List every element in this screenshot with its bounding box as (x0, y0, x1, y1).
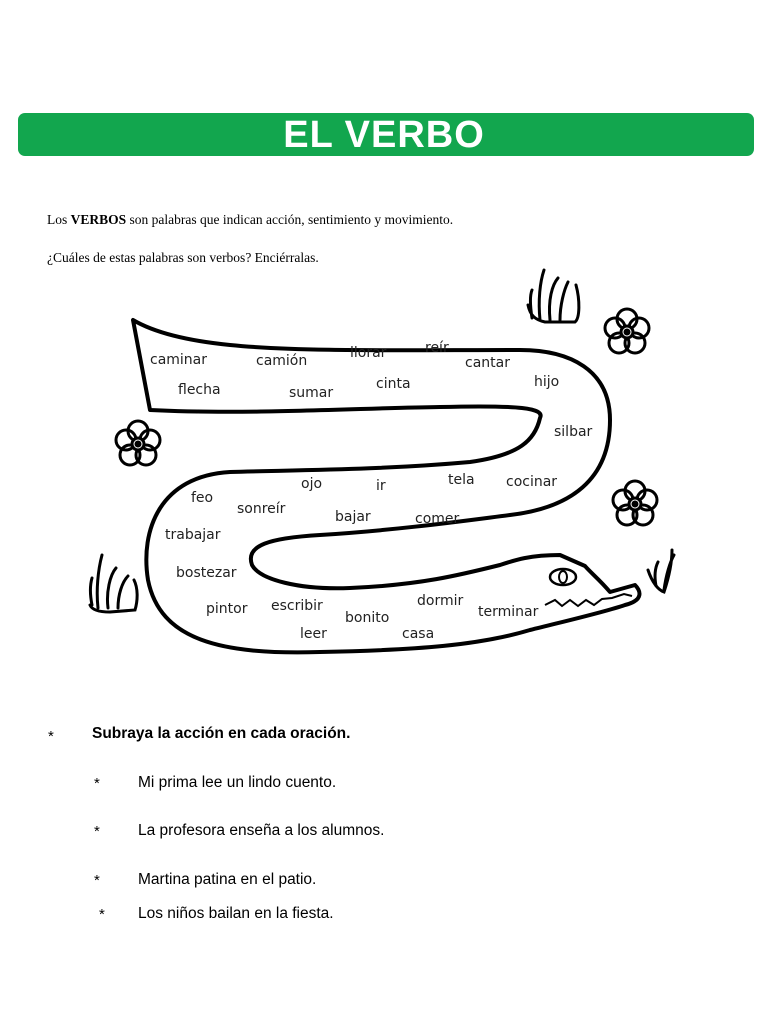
snake-word: pintor (206, 601, 248, 617)
intro-text-post: son palabras que indican acción, sentimiento y movimiento. (126, 212, 454, 227)
snake-word: tela (448, 472, 475, 488)
snake-word: ir (376, 478, 386, 494)
snake-mouth (545, 594, 632, 606)
snake-word: bonito (345, 610, 390, 626)
snake-word: bajar (335, 509, 371, 525)
snake-word: sonreír (237, 501, 286, 517)
snake-word: caminar (150, 352, 208, 368)
flower-icon (613, 481, 657, 525)
snake-word: escribir (271, 598, 323, 614)
snake-word: leer (300, 626, 327, 642)
snake-word: terminar (478, 604, 539, 620)
snake-word: cinta (376, 376, 411, 392)
exercise-sentence: La profesora enseña a los alumnos. (138, 822, 385, 839)
intro-definition (47, 212, 453, 228)
exercise-sentence: Mi prima lee un lindo cuento. (138, 774, 337, 791)
snake-word: flecha (178, 382, 221, 398)
snake-word: dormir (417, 593, 464, 609)
snake-word: ojo (301, 476, 323, 492)
snake-word: bostezar (176, 565, 237, 581)
bullet-marker: * (48, 728, 54, 745)
snake-eye-icon (550, 569, 576, 585)
intro-text-pre: Los (47, 212, 71, 227)
snake-word: cocinar (506, 474, 558, 490)
bullet-marker: * (94, 823, 100, 840)
snake-word: comer (415, 511, 460, 527)
grass-tuft-icon (528, 270, 579, 322)
flower-icon (605, 309, 649, 353)
bullet-marker: * (94, 872, 100, 889)
snake-word: camión (256, 353, 308, 369)
grass-tuft-icon (648, 550, 674, 592)
snake-word: feo (191, 490, 214, 506)
exercise-title: Subraya la acción en cada oración. (92, 725, 351, 742)
exercise-sentence: Martina patina en el patio. (138, 871, 317, 888)
intro-keyword: VERBOS (70, 212, 127, 227)
exercise-sentence: Los niños bailan en la fiesta. (138, 905, 334, 922)
snake-word: sumar (289, 385, 334, 401)
snake-word: cantar (465, 355, 510, 371)
snake-word: hijo (534, 374, 560, 390)
snake-word: silbar (554, 424, 593, 440)
snake-word: reír (425, 340, 449, 356)
bullet-marker: * (94, 775, 100, 792)
intro-question: ¿Cuáles de estas palabras son verbos? Enciérralas. (47, 250, 319, 265)
snake-illustration (0, 260, 768, 660)
grass-tuft-icon (90, 555, 137, 612)
page-title: EL VERBO (283, 113, 485, 156)
title-banner (18, 113, 754, 156)
snake-word: trabajar (165, 527, 221, 543)
snake-word: llorar (350, 345, 387, 361)
flower-icon (116, 421, 160, 465)
snake-word: casa (402, 626, 435, 642)
bullet-marker: * (99, 906, 105, 923)
